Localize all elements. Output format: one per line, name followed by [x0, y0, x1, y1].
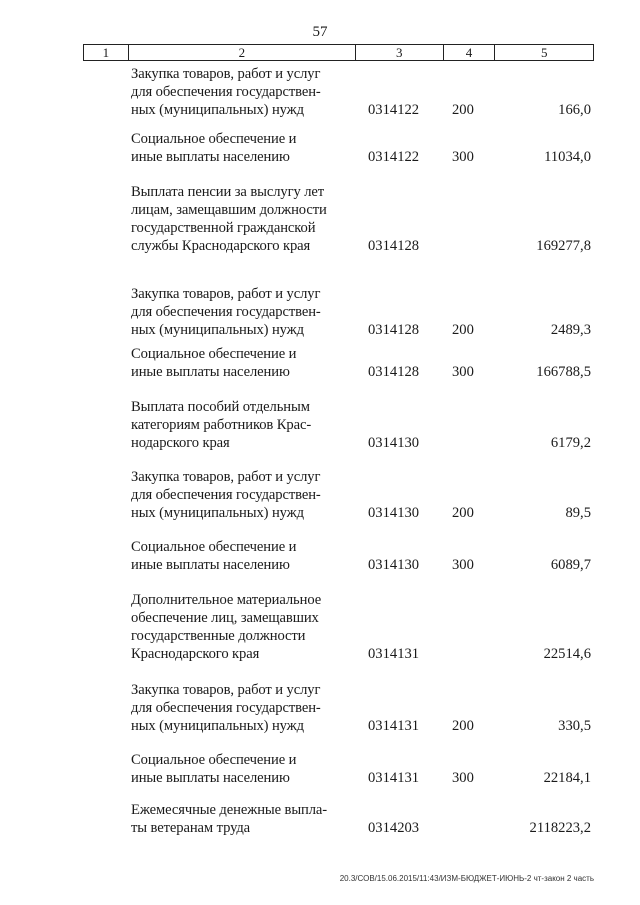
row-description [131, 751, 340, 787]
row-expense-type: 300 [452, 557, 474, 573]
row-code: 0314128 [368, 364, 420, 380]
description-line: Закупка товаров, работ и услуг [131, 469, 321, 485]
description-line: Закупка товаров, работ и услуг [131, 286, 321, 302]
footer-note: 20.3/СОВ/15.06.2015/11:43/ИЗМ-БЮДЖЕТ-ИЮНЬ-2 чт-закон 2 часть [339, 874, 594, 883]
description-line: Краснодарского края [131, 646, 260, 662]
description-line: Социальное обеспечение и [131, 752, 297, 768]
description-line: Социальное обеспечение и [131, 131, 297, 147]
description-line: Закупка товаров, работ и услуг [131, 66, 321, 82]
row-amount: 22514,6 [543, 646, 591, 662]
description-line: Ежемесячные денежные выпла- [131, 802, 328, 818]
row-amount: 330,5 [558, 718, 591, 734]
row-description [131, 681, 340, 735]
description-line: для обеспечения государствен- [131, 700, 321, 716]
description-line: для обеспечения государствен- [131, 84, 321, 100]
description-line: Социальное обеспечение и [131, 346, 297, 362]
description-line: службы Краснодарского края [131, 238, 311, 254]
description-line: ных (муниципальных) нужд [131, 718, 304, 734]
table-row [0, 538, 640, 574]
row-code: 0314122 [368, 149, 420, 165]
table-row [0, 801, 640, 837]
row-code: 0314203 [368, 820, 420, 836]
row-amount: 166,0 [558, 102, 591, 118]
row-code: 0314131 [368, 770, 420, 786]
row-code: 0314128 [368, 322, 420, 338]
description-line: Закупка товаров, работ и услуг [131, 682, 321, 698]
row-expense-type: 300 [452, 364, 474, 380]
table-row [0, 183, 640, 255]
row-amount: 2489,3 [550, 322, 591, 338]
table-row [0, 398, 640, 452]
description-line: иные выплаты населению [131, 557, 290, 573]
header-col-1: 1 [84, 45, 129, 60]
description-line: государственной гражданской [131, 220, 316, 236]
row-description [131, 183, 340, 255]
description-line: категориям работников Крас- [131, 417, 312, 433]
row-expense-type: 300 [452, 770, 474, 786]
row-code: 0314128 [368, 238, 420, 254]
table-row [0, 751, 640, 787]
header-col-3: 3 [356, 45, 444, 60]
row-amount: 6089,7 [550, 557, 591, 573]
row-description [131, 538, 340, 574]
row-amount: 89,5 [565, 505, 591, 521]
description-line: ных (муниципальных) нужд [131, 102, 304, 118]
header-col-4: 4 [444, 45, 496, 60]
description-line: ты ветеранам труда [131, 820, 251, 836]
row-expense-type: 300 [452, 149, 474, 165]
header-col-5: 5 [540, 45, 548, 60]
table-row [0, 130, 640, 166]
row-description [131, 591, 340, 663]
row-amount: 22184,1 [543, 770, 591, 786]
description-line: иные выплаты населению [131, 770, 290, 786]
row-amount: 166788,5 [536, 364, 591, 380]
page-number: 57 [312, 24, 328, 40]
row-code: 0314130 [368, 557, 420, 573]
row-description [131, 398, 340, 452]
description-line: для обеспечения государствен- [131, 304, 321, 320]
description-line: иные выплаты населению [131, 364, 290, 380]
row-code: 0314131 [368, 718, 420, 734]
table-row [0, 345, 640, 381]
description-line: обеспечение лиц, замещавших [131, 610, 319, 626]
description-line: государственные должности [131, 628, 306, 644]
row-code: 0314122 [368, 102, 420, 118]
row-expense-type: 200 [452, 505, 474, 521]
description-line: для обеспечения государствен- [131, 487, 321, 503]
description-line: нодарского края [131, 435, 230, 451]
row-amount: 169277,8 [536, 238, 591, 254]
row-expense-type: 200 [452, 322, 474, 338]
description-line: Выплата пенсии за выслугу лет [131, 184, 325, 200]
row-expense-type: 200 [452, 718, 474, 734]
table-row [0, 591, 640, 663]
row-code: 0314131 [368, 646, 420, 662]
description-line: Выплата пособий отдельным [131, 399, 310, 415]
row-code: 0314130 [368, 505, 420, 521]
description-line: лицам, замещавшим должности [131, 202, 327, 218]
row-amount: 6179,2 [550, 435, 591, 451]
row-description [131, 285, 340, 339]
row-expense-type: 200 [452, 102, 474, 118]
description-line: Социальное обеспечение и [131, 539, 297, 555]
row-description [131, 130, 340, 166]
row-amount: 2118223,2 [529, 820, 591, 836]
description-line: ных (муниципальных) нужд [131, 505, 304, 521]
row-amount: 11034,0 [544, 149, 591, 165]
row-description [131, 801, 340, 837]
table-row [0, 285, 640, 339]
description-line: ных (муниципальных) нужд [131, 322, 304, 338]
table-row [0, 65, 640, 119]
row-description [131, 345, 340, 381]
row-code: 0314130 [368, 435, 420, 451]
table-header [83, 44, 594, 61]
description-line: иные выплаты населению [131, 149, 290, 165]
table-row [0, 681, 640, 735]
row-description [131, 468, 340, 522]
row-description [131, 65, 340, 119]
description-line: Дополнительное материальное [131, 592, 322, 608]
header-col-2: 2 [129, 45, 356, 60]
table-row [0, 468, 640, 522]
